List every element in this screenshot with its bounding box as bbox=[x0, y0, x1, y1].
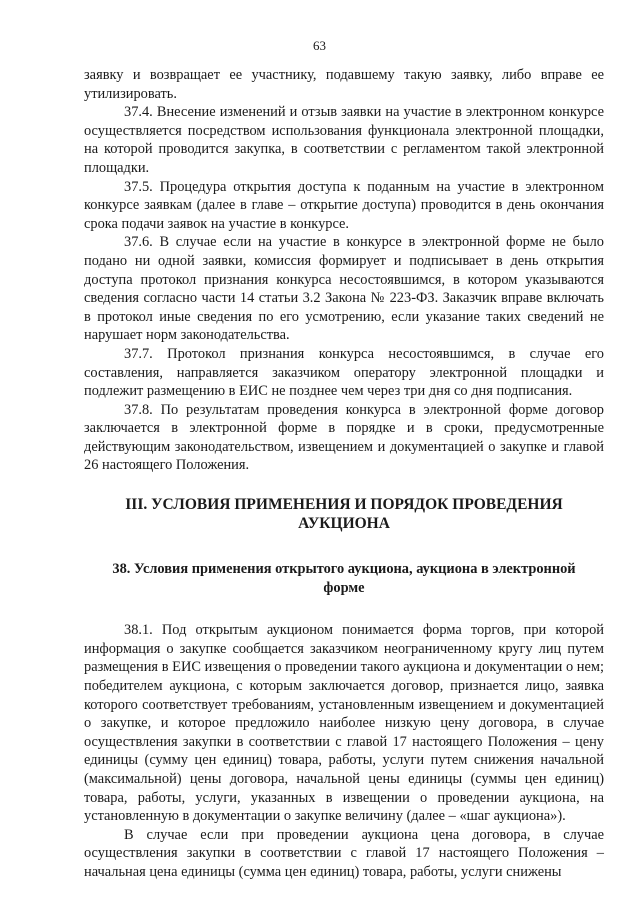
paragraph: 37.8. По результатам проведения конкурса в электронной форме договор заключается в электронной форме в порядке и в сроки, предусмотренные действующим законодательством, извещением и документацией о закупке и главой 26 настоящего Положения. bbox=[84, 401, 604, 474]
paragraph: В случае если при проведении аукциона цена договора, в случае осуществления закупки в соответствии с главой 17 настоящего Положения – начальная цена единицы (сумма цен единиц) товара, работы, услуги снижены bbox=[84, 826, 604, 880]
paragraph: 37.5. Процедура открытия доступа к поданным на участие в электронном конкурсе заявкам (далее в главе – открытие доступа) проводится в день окончания срока подачи заявок на участие в конкурсе. bbox=[84, 178, 604, 232]
page-number: 63 bbox=[313, 38, 326, 53]
subsection-title: 38. Условия применения открытого аукциона, аукциона в электронной форме bbox=[112, 561, 576, 596]
section-title: III. УСЛОВИЯ ПРИМЕНЕНИЯ И ПОРЯДОК ПРОВЕДЕНИЯ АУКЦИОНА bbox=[125, 496, 563, 533]
paragraph: 38.1. Под открытым аукционом понимается форма торгов, при которой информация о закупке сообщается заказчиком неограниченному кругу лиц путем размещения в ЕИС извещения о проведении такого аукциона и документации о нем; победителем аукциона, с которым заключается договор, признается лицо, заявка которого соответствует требованиям, установленным извещением и документацией о закупке, и которое предложило наиболее низкую цену договора, в случае осуществления закупки в соответствии с главой 17 настоящего Положения – цену единицы (сумму цен единиц) товара, работы, услуги путем снижения начальной (максимальной) цены договора, начальной цены единицы (суммы цен единиц) товара, работы, услуги, указанных в извещении о проведении аукциона, на установленную в документации о закупке величину (далее – «шаг аукциона»). bbox=[84, 622, 604, 825]
paragraph: 37.6. В случае если на участие в конкурсе в электронной форме не было подано ни одной заявки, комиссия формирует и подписывает в день открытия доступа протокол признания конкурса несостоявшимся, в котором указываются сведения согласно части 14 статьи 3.2 Закона № 223-ФЗ. Заказчик вправе включать в протокол иные сведения по его усмотрению, если указание таких сведений не нарушает норм законодательства. bbox=[84, 234, 604, 344]
paragraph: 37.7. Протокол признания конкурса несостоявшимся, в случае его составления, направляется заказчиком оператору электронной площадки и подлежит размещению в ЕИС не позднее чем через три дня со дня подписания. bbox=[84, 345, 604, 400]
paragraph: заявку и возвращает ее участнику, подавшему такую заявку, либо вправе ее утилизировать. bbox=[84, 67, 604, 102]
paragraph: 37.4. Внесение изменений и отзыв заявки на участие в электронном конкурсе осуществляется посредством использования функционала электронной площадки, на которой проводится закупка, в соответствии с регламентом такой электронной площадки. bbox=[84, 104, 604, 176]
document-body bbox=[84, 66, 604, 882]
